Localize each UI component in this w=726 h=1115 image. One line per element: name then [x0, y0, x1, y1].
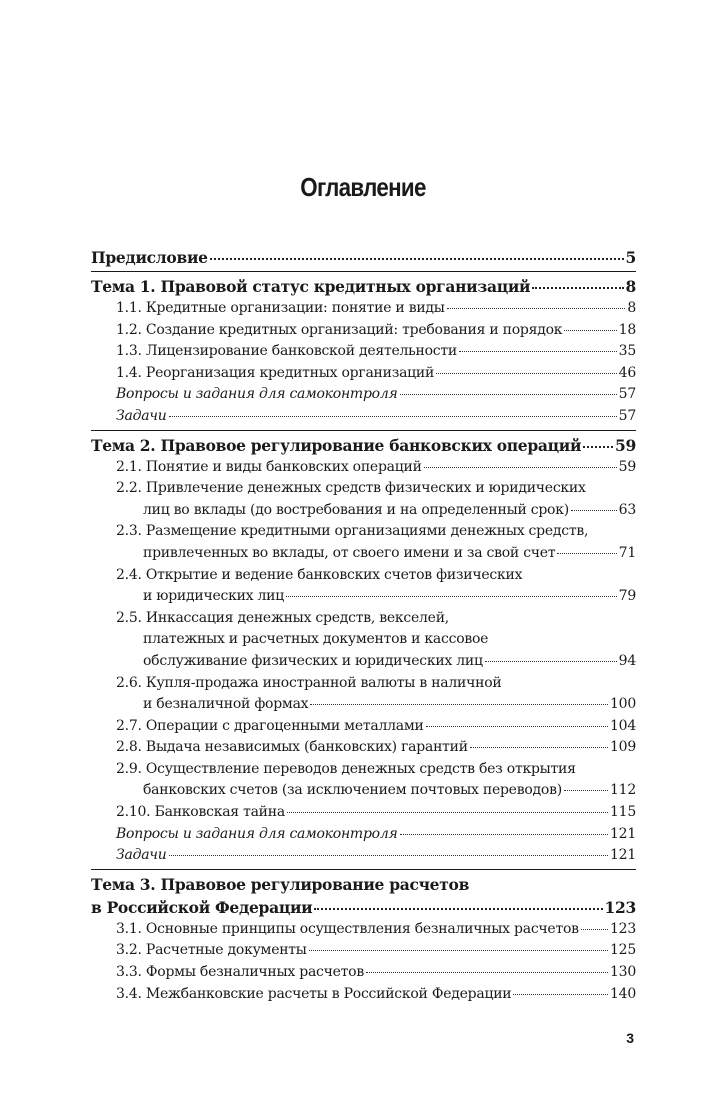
dot-leader	[557, 553, 616, 554]
toc-entry-2-6[interactable]	[91, 673, 636, 716]
toc-entry-title: 1.4. Реорганизация кредитных организаций	[116, 364, 435, 381]
toc-entry-title: 2.1. Понятие и виды банковских операций	[116, 458, 422, 475]
toc-section-topic-1	[91, 271, 636, 430]
toc-entry-title: обслуживание физических и юридических лиц	[143, 652, 483, 669]
toc-entry-title-line: Тема 3. Правовое регулирование расчетов	[91, 874, 470, 894]
toc-entry-title-line: 2.9. Осуществление переводов денежных средств без открытия	[116, 760, 576, 777]
toc-entry-2-10[interactable]	[91, 802, 636, 824]
toc-entry-title: 3.2. Расчетные документы	[116, 942, 307, 959]
dot-leader	[583, 446, 613, 448]
toc-entry-title: 1.3. Лицензирование банковской деятельности	[116, 343, 457, 360]
toc-entry-3-4[interactable]	[91, 984, 636, 1006]
page-number: 3	[626, 1030, 634, 1046]
toc-page-number: 71	[618, 544, 636, 561]
dot-leader	[426, 726, 608, 727]
dot-leader	[571, 510, 617, 511]
toc-entry-title: Вопросы и задания для самоконтроля	[116, 825, 398, 842]
toc-page-number: 5	[625, 248, 636, 267]
dot-leader	[532, 287, 623, 289]
toc-entry-2-1[interactable]	[91, 457, 636, 479]
toc-entry-title-line: 2.3. Размещение кредитными организациями денежных средств,	[116, 523, 589, 540]
toc-entry-title: банковских счетов (за исключением почтовых переводов)	[143, 782, 562, 799]
toc-entry-title: в Российской Федерации	[91, 897, 313, 917]
dot-leader	[513, 994, 608, 995]
toc-entry-1-1[interactable]	[91, 298, 636, 320]
toc-entry-preface[interactable]	[91, 246, 636, 269]
toc-page-number: 121	[610, 825, 636, 842]
dot-leader	[169, 416, 617, 417]
toc-entry-2-tasks[interactable]	[91, 845, 636, 867]
toc-entry-2-4[interactable]	[91, 565, 636, 608]
dot-leader	[400, 394, 617, 395]
toc-page-number: 46	[618, 364, 636, 381]
page-title: Оглавление	[300, 172, 426, 202]
toc-page-number: 59	[618, 458, 636, 475]
dot-leader	[564, 330, 616, 331]
toc-page-number: 94	[618, 652, 636, 669]
toc-entry-2-5[interactable]	[91, 608, 636, 673]
toc-page-number: 104	[610, 717, 636, 734]
toc-entry-title: лиц во вклады (до востребования и на определенный срок)	[143, 501, 569, 518]
toc-entry-title: 3.4. Межбанковские расчеты в Российской Федерации	[116, 985, 512, 1002]
toc-entry-3-3[interactable]	[91, 962, 636, 984]
toc-page-number: 112	[610, 782, 636, 799]
toc-entry-title: 2.10. Банковская тайна	[116, 804, 285, 821]
toc-page-number: 18	[618, 321, 636, 338]
toc-page-number: 115	[610, 804, 636, 821]
dot-leader	[286, 596, 617, 597]
dot-leader	[309, 950, 608, 951]
table-of-contents	[91, 243, 636, 1007]
toc-entry-1-2[interactable]	[91, 320, 636, 342]
dot-leader	[287, 812, 608, 813]
toc-entry-title: и юридических лиц	[143, 588, 284, 605]
toc-entry-title: 3.3. Формы безналичных расчетов	[116, 964, 364, 981]
dot-leader	[424, 467, 617, 468]
toc-entry-3-1[interactable]	[91, 919, 636, 941]
toc-entry-title: Предисловие	[91, 248, 208, 267]
toc-entry-2-questions[interactable]	[91, 824, 636, 846]
toc-entry-title-line: 2.4. Открытие и ведение банковских счетов физических	[116, 566, 523, 583]
toc-entry-topic-3[interactable]	[91, 873, 636, 919]
toc-page-number: 100	[610, 696, 636, 713]
dot-leader	[314, 908, 602, 910]
toc-section-topic-2	[91, 430, 636, 869]
toc-entry-title: Тема 2. Правовое регулирование банковских операций	[91, 435, 582, 455]
toc-entry-title: привлеченных во вклады, от своего имени и за свой счет	[143, 544, 556, 561]
toc-entry-title-line: 2.2. Привлечение денежных средств физических и юридических	[116, 480, 586, 497]
toc-entry-title-line: 2.6. Купля-продажа иностранной валюты в наличной	[116, 674, 502, 691]
toc-entry-title-line: 2.5. Инкассация денежных средств, векселей,	[116, 609, 449, 626]
dot-leader	[400, 834, 608, 835]
toc-entry-title-line: платежных и расчетных документов и кассовое	[143, 631, 489, 648]
toc-entry-title: Задачи	[116, 407, 167, 424]
toc-page-number: 35	[618, 343, 636, 360]
toc-entry-title: 2.7. Операции с драгоценными металлами	[116, 717, 424, 734]
toc-entry-topic-1[interactable]	[91, 275, 636, 298]
toc-entry-title: Тема 1. Правовой статус кредитных организаций	[91, 277, 531, 296]
toc-entry-title: 1.1. Кредитные организации: понятие и виды	[116, 300, 445, 316]
dot-leader	[581, 929, 608, 930]
toc-entry-3-2[interactable]	[91, 940, 636, 962]
dot-leader	[169, 855, 609, 856]
toc-page-number: 57	[618, 407, 636, 424]
toc-entry-2-3[interactable]	[91, 521, 636, 564]
dot-leader	[447, 308, 626, 309]
dot-leader	[470, 747, 608, 748]
dot-leader	[459, 351, 617, 352]
toc-page-number: 59	[615, 435, 636, 455]
toc-page-number: 109	[610, 739, 636, 756]
dot-leader	[210, 258, 624, 260]
toc-entry-2-7[interactable]	[91, 716, 636, 738]
toc-entry-2-9[interactable]	[91, 759, 636, 802]
toc-entry-1-3[interactable]	[91, 341, 636, 363]
toc-entry-2-2[interactable]	[91, 478, 636, 521]
toc-entry-1-questions[interactable]	[91, 384, 636, 406]
toc-entry-title: 3.1. Основные принципы осуществления безналичных расчетов	[116, 920, 579, 937]
toc-page-number: 140	[610, 985, 636, 1002]
dot-leader	[485, 661, 617, 662]
toc-entry-2-8[interactable]	[91, 737, 636, 759]
toc-entry-1-tasks[interactable]	[91, 406, 636, 428]
toc-entry-title: 2.8. Выдача независимых (банковских) гарантий	[116, 739, 468, 756]
toc-section-topic-3	[91, 869, 636, 1007]
toc-page-number: 121	[610, 847, 636, 864]
toc-entry-1-4[interactable]	[91, 363, 636, 385]
toc-page-number: 63	[618, 501, 636, 518]
toc-entry-title: Вопросы и задания для самоконтроля	[116, 386, 398, 403]
toc-section-preface	[91, 243, 636, 271]
toc-page-number: 123	[604, 897, 636, 917]
toc-page-number: 125	[610, 942, 636, 959]
dot-leader	[564, 790, 608, 791]
toc-page-number: 130	[610, 964, 636, 981]
toc-page-number: 79	[618, 588, 636, 605]
toc-entry-title: 1.2. Создание кредитных организаций: требования и порядок	[116, 321, 563, 338]
toc-entry-title: и безналичной формах	[143, 696, 309, 713]
toc-page-number: 57	[618, 386, 636, 403]
toc-page-number: 8	[627, 300, 636, 316]
dot-leader	[366, 972, 608, 973]
dot-leader	[436, 373, 617, 374]
toc-page-number: 8	[625, 277, 636, 296]
toc-entry-topic-2[interactable]	[91, 434, 636, 457]
dot-leader	[310, 704, 608, 705]
toc-page-number: 123	[610, 920, 636, 937]
toc-entry-title: Задачи	[116, 847, 167, 864]
